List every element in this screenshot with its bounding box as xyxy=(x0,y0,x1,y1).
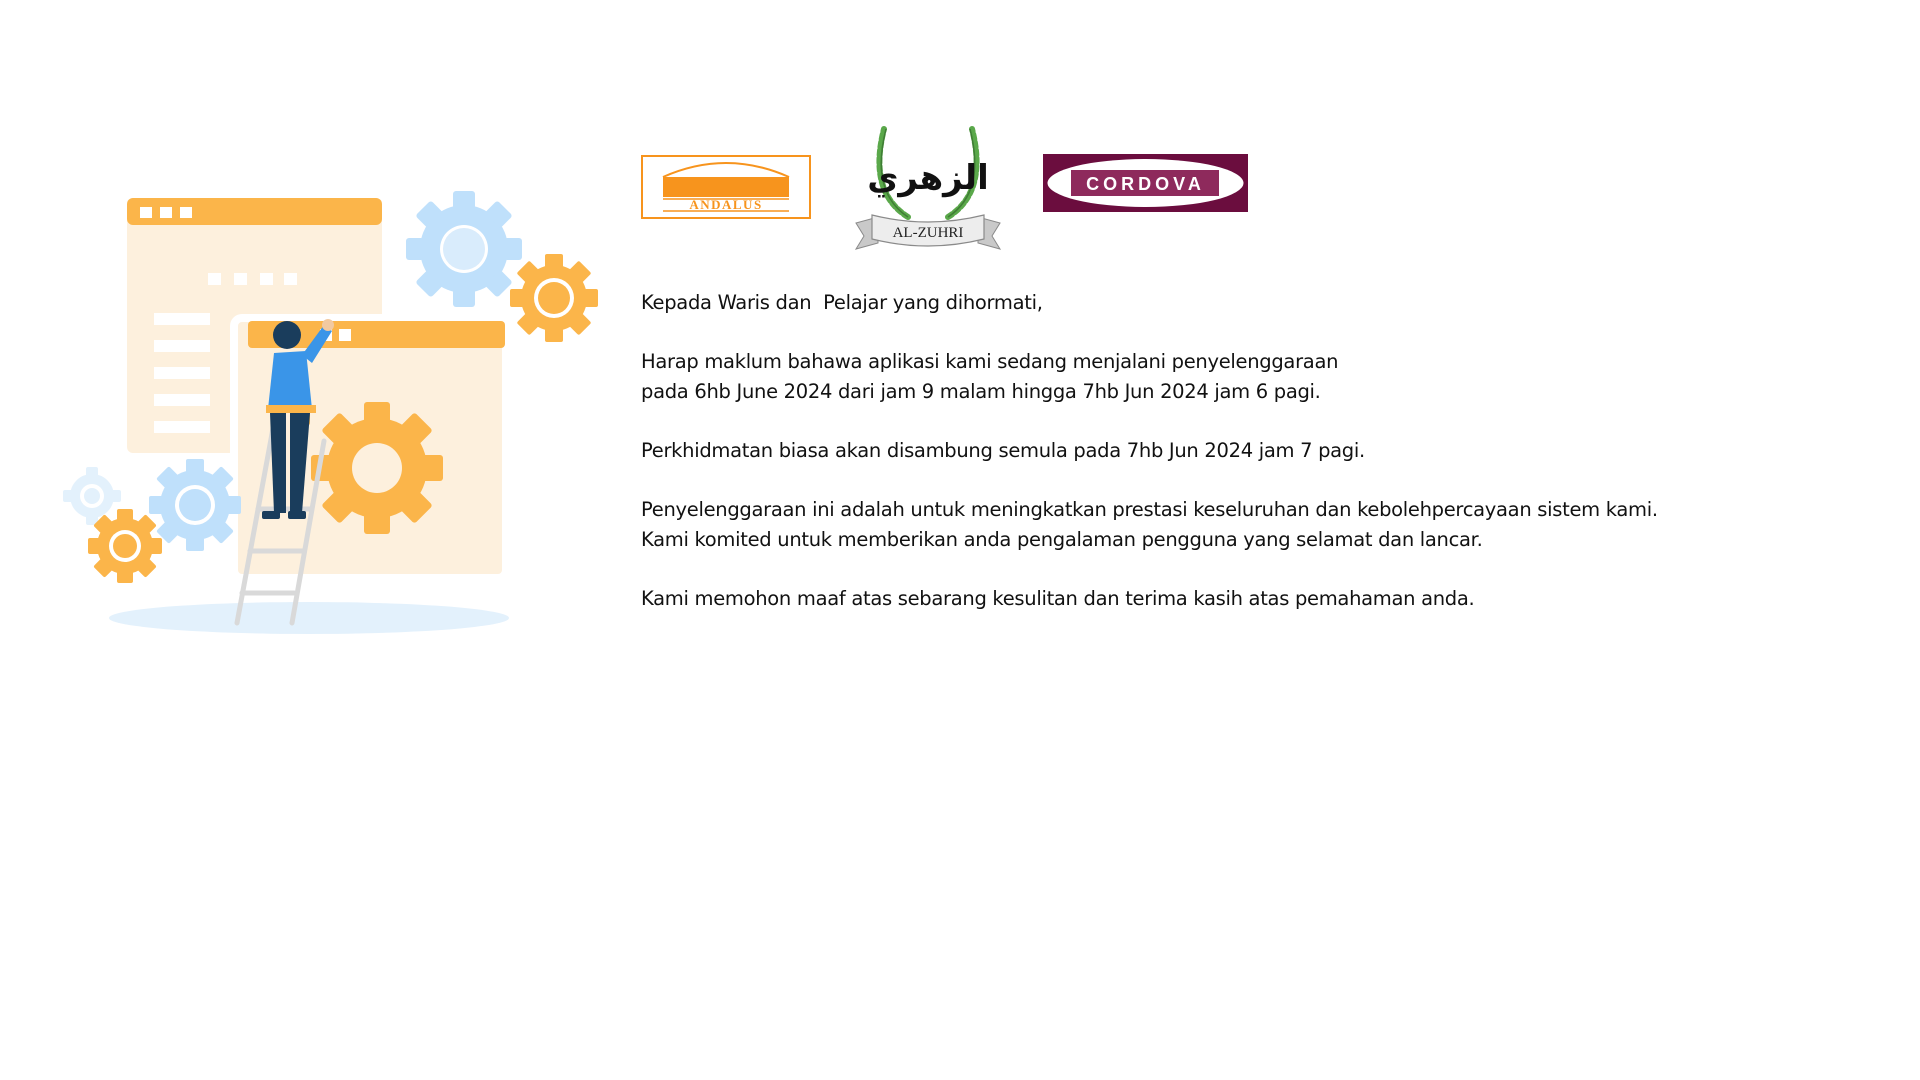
maintenance-worker-icon xyxy=(62,183,607,643)
alzuhri-logo xyxy=(848,117,1008,257)
alzuhri-arabic-text: الزهري xyxy=(867,158,989,198)
andalus-logo xyxy=(641,155,811,219)
notice-paragraph-3-line-1: Penyelenggaraan ini adalah untuk meningkatkan prestasi keseluruhan dan kebolehpercayaan sistem kami. xyxy=(641,498,1658,522)
maintenance-notice xyxy=(641,288,1791,643)
notice-paragraph-1-line-1: Harap maklum bahawa aplikasi kami sedang menjalani penyelenggaraan xyxy=(641,350,1339,374)
notice-paragraph-3-line-2: Kami komited untuk memberikan anda pengalaman pengguna yang selamat dan lancar. xyxy=(641,527,1483,551)
notice-paragraph-1 xyxy=(641,347,1791,406)
cordova-logo-text: CORDOVA xyxy=(1086,174,1205,194)
cordova-logo xyxy=(1043,154,1248,212)
andalus-logo-text: ANDALUS xyxy=(689,197,763,212)
notice-paragraph-3 xyxy=(641,495,1791,554)
logo-row xyxy=(638,115,1258,260)
notice-closing-text: Kami memohon maaf atas sebarang kesulitan dan terima kasih atas pemahaman anda. xyxy=(641,586,1475,610)
alzuhri-logo-text: AL-ZUHRI xyxy=(892,225,964,241)
notice-closing xyxy=(641,584,1791,614)
notice-paragraph-2-text: Perkhidmatan biasa akan disambung semula pada 7hb Jun 2024 jam 7 pagi. xyxy=(641,438,1365,462)
notice-paragraph-1-line-2: pada 6hb June 2024 dari jam 9 malam hingga 7hb Jun 2024 jam 6 pagi. xyxy=(641,379,1321,403)
notice-greeting xyxy=(641,288,1791,318)
maintenance-illustration xyxy=(62,183,607,643)
notice-greeting-text: Kepada Waris dan Pelajar yang dihormati, xyxy=(641,291,1043,314)
notice-paragraph-2 xyxy=(641,436,1791,466)
